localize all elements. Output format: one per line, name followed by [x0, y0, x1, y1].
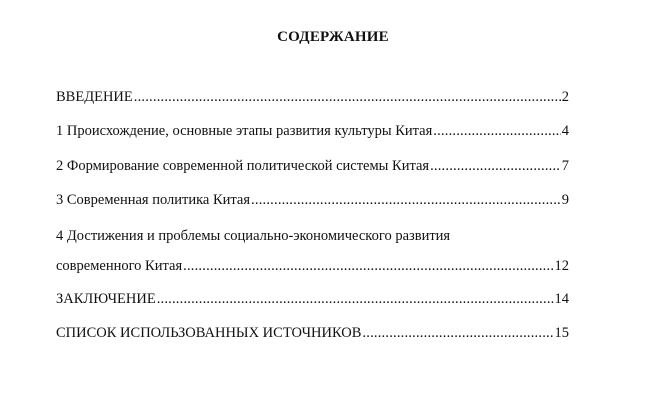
toc-entry-chapter-3[interactable] [56, 191, 569, 209]
toc-title: СОДЕРЖАНИЕ [277, 29, 389, 45]
toc-dot-leader [433, 122, 560, 140]
toc-entry-text: 4 Достижения и проблемы социально-экономического развития [56, 228, 451, 244]
toc-entry-conclusion[interactable] [56, 290, 569, 308]
toc-dot-leader [134, 88, 561, 106]
toc-entry-text: ВВЕДЕНИЕ [56, 89, 133, 105]
toc-entry-text: СПИСОК ИСПОЛЬЗОВАННЫХ ИСТОЧНИКОВ [56, 325, 362, 341]
toc-page-number: 2 [561, 89, 569, 105]
toc-page-number: 7 [561, 158, 569, 174]
toc-dot-leader [251, 191, 561, 209]
toc-entry-chapter-4-line1[interactable] [56, 227, 569, 245]
toc-dot-leader [362, 324, 553, 342]
toc-entry-references[interactable] [56, 324, 569, 342]
toc-entry-text: ЗАКЛЮЧЕНИЕ [56, 291, 156, 307]
toc-dot-leader [430, 157, 561, 175]
toc-page-number: 15 [554, 325, 569, 341]
toc-entry-chapter-4[interactable] [56, 257, 569, 275]
toc-entry-text: 3 Современная политика Китая [56, 192, 251, 208]
toc-entry-text: 1 Происхождение, основные этапы развития культуры Китая [56, 123, 433, 139]
toc-page-number: 4 [561, 123, 569, 139]
toc-dot-leader [157, 290, 554, 308]
toc-page-number: 9 [561, 192, 569, 208]
toc-dot-leader [183, 257, 553, 275]
toc-entry-chapter-2[interactable] [56, 157, 569, 175]
toc-entry-text: современного Китая [56, 258, 183, 274]
toc-entry-chapter-1[interactable] [56, 122, 569, 140]
toc-entry-text: 2 Формирование современной политической системы Китая [56, 158, 430, 174]
toc-entry-introduction[interactable] [56, 88, 569, 106]
toc-page-number: 12 [554, 258, 569, 274]
toc-page-number: 14 [554, 291, 569, 307]
